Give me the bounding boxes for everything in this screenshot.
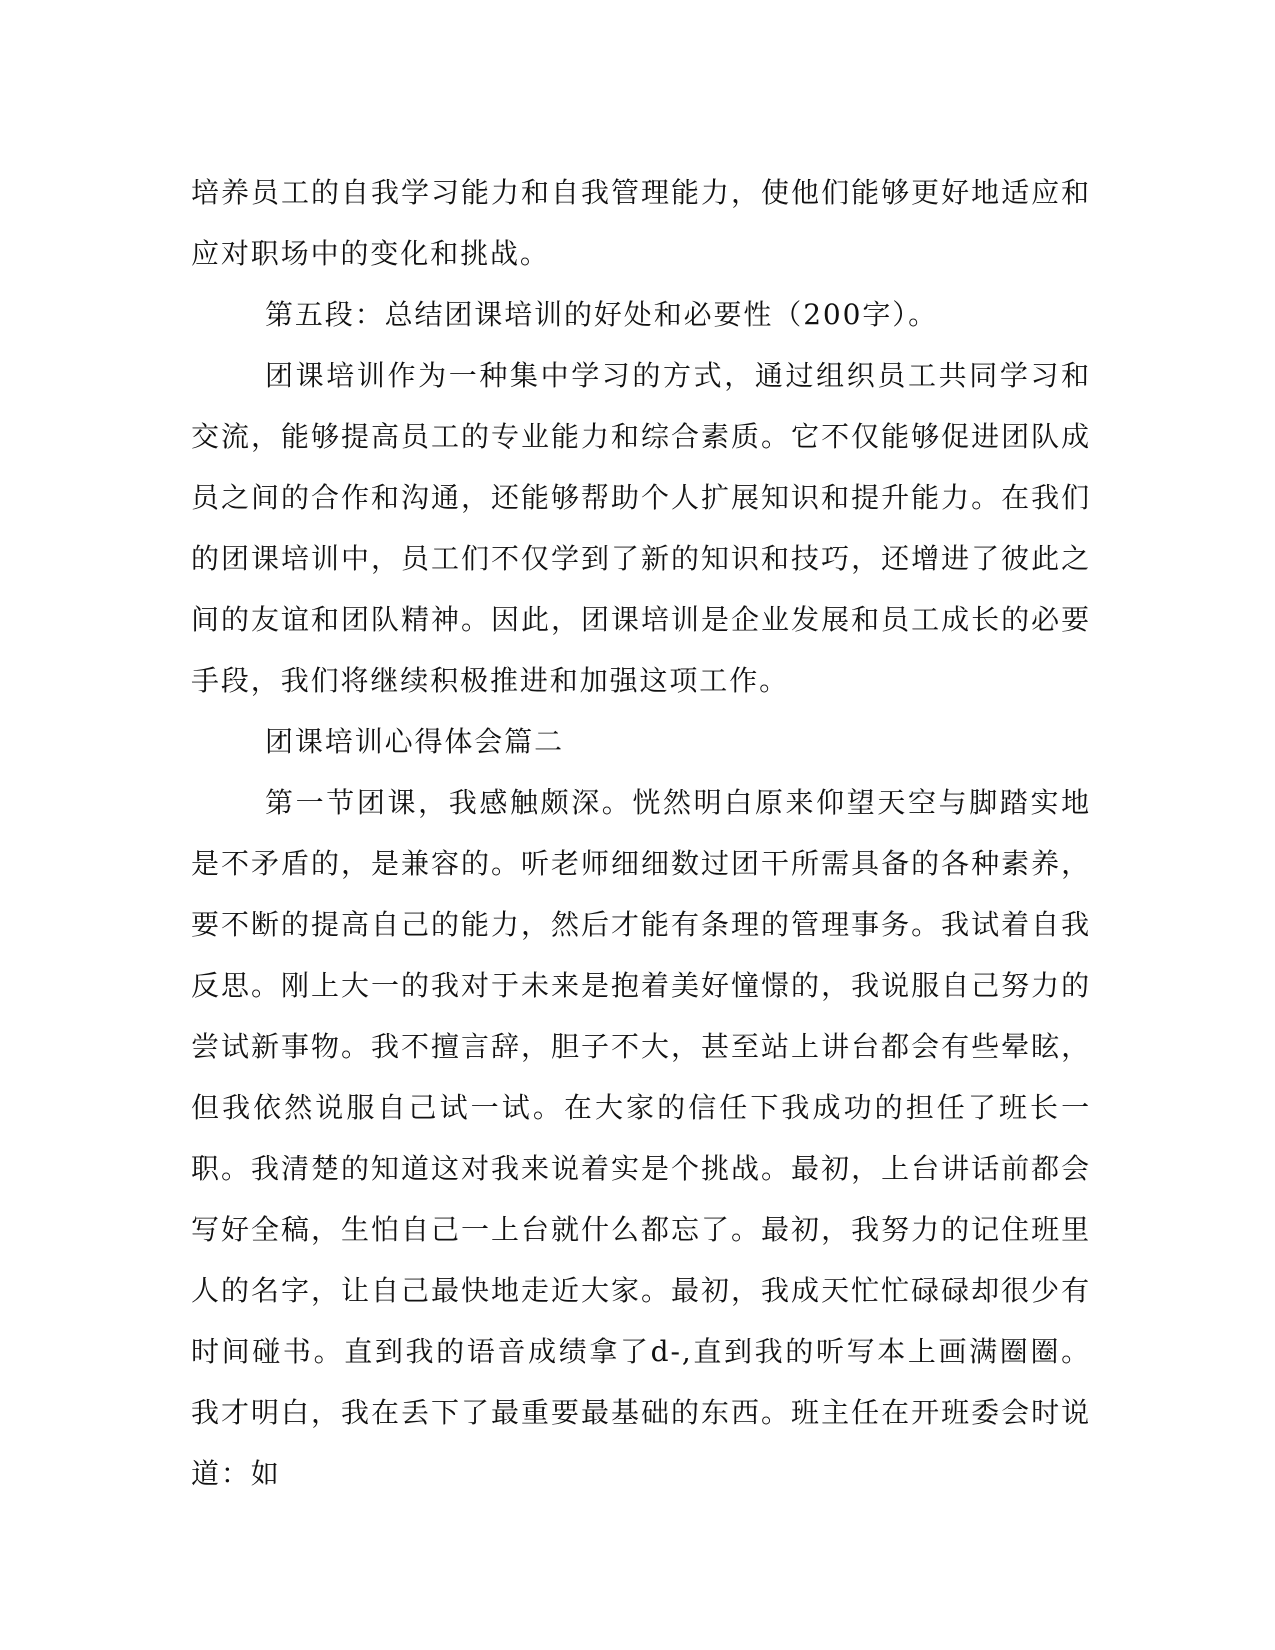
paragraph-part-two-title: 团课培训心得体会篇二 — [265, 725, 565, 758]
paragraph-continuation: 培养员工的自我学习能力和自我管理能力，使他们能够更好地适应和应对职场中的变化和挑战。 — [191, 176, 1091, 270]
paragraph-summary: 团课培训作为一种集中学习的方式，通过组织员工共同学习和交流，能够提高员工的专业能力和综合素质。它不仅能够促进团队成员之间的合作和沟通，还能够帮助个人扩展知识和提升能力。在我们的团课培训中，员工们不仅学到了新的知识和技巧，还增进了彼此之间的友谊和团队精神。因此，团课培训是企业发展和员工成长的必要手段，我们将继续积极推进和加强这项工作。 — [191, 359, 1091, 697]
document-body — [191, 162, 1091, 1504]
paragraph-section-five-heading: 第五段：总结团课培训的好处和必要性（200字）。 — [265, 298, 939, 331]
paragraph-first-lesson: 第一节团课，我感触颇深。恍然明白原来仰望天空与脚踏实地是不矛盾的，是兼容的。听老师细细数过团干所需具备的各种素养，要不断的提高自己的能力，然后才能有条理的管理事务。我试着自我反思。刚上大一的我对于未来是抱着美好憧憬的，我说服自己努力的尝试新事物。我不擅言辞，胆子不大，甚至站上讲台都会有些晕眩，但我依然说服自己试一试。在大家的信任下我成功的担任了班长一职。我清楚的知道这对我来说着实是个挑战。最初，上台讲话前都会写好全稿，生怕自己一上台就什么都忘了。最初，我努力的记住班里人的名字，让自己最快地走近大家。最初，我成天忙忙碌碌却很少有时间碰书。直到我的语音成绩拿了d-,直到我的听写本上画满圈圈。我才明白，我在丢下了最重要最基础的东西。班主任在开班委会时说道：如 — [191, 786, 1091, 1490]
